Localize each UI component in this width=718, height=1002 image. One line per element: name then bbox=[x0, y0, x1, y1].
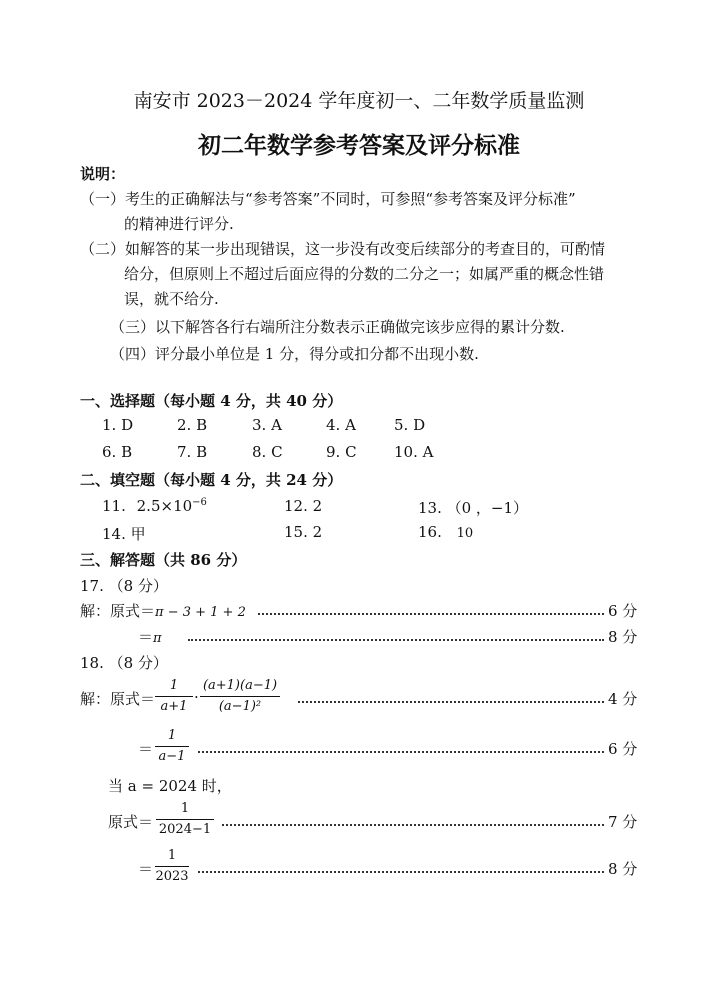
section-3-title: 三、解答题（共 86 分） bbox=[80, 551, 247, 569]
answer-8: 8. C bbox=[252, 443, 283, 461]
q18-fraction-2-denominator: (a−1)² bbox=[218, 699, 262, 714]
answer-14: 14. 甲 bbox=[102, 525, 146, 543]
answer-1: 1. D bbox=[102, 416, 134, 434]
note-2-line-2: 给分，但原则上不超过后面应得的分数的二分之一；如属严重的概念性错 bbox=[124, 265, 605, 283]
q18-leader-dots-2 bbox=[198, 751, 604, 753]
q18-fraction-1-bar bbox=[155, 696, 193, 697]
q18-multiply-dot: · bbox=[194, 688, 199, 706]
answer-10: 10. A bbox=[394, 443, 434, 461]
note-1-line-2: 的精神进行评分. bbox=[124, 215, 234, 233]
notes-label: 说明： bbox=[80, 165, 126, 183]
q18-fraction-3-numerator: 1 bbox=[167, 728, 177, 743]
q17-step-1 bbox=[80, 600, 246, 621]
q17-leader-dots-1 bbox=[258, 613, 604, 615]
q18-score-2: 6 分 bbox=[608, 740, 638, 758]
q18-fraction-2-bar bbox=[200, 696, 280, 697]
q18-fraction-4-denominator: 2024−1 bbox=[158, 822, 212, 837]
q18-step-4-prefix: ＝ bbox=[138, 860, 154, 878]
q18-fraction-3-bar bbox=[155, 746, 189, 747]
answer-15: 15. 2 bbox=[284, 523, 323, 541]
q17-heading: 17. （8 分） bbox=[80, 577, 168, 595]
q18-fraction-5-bar bbox=[155, 866, 189, 867]
note-3: （三）以下解答各行右端所注分数表示正确做完该步应得的累计分数. bbox=[110, 318, 565, 336]
answer-11-label: 11. bbox=[102, 497, 126, 515]
q18-step-1-prefix: 解：原式＝ bbox=[80, 690, 156, 708]
section-2-title: 二、填空题（每小题 4 分，共 24 分） bbox=[80, 471, 343, 489]
q18-fraction-4-bar bbox=[156, 819, 214, 820]
answer-13: 13. （0 ，−1） bbox=[418, 499, 529, 517]
note-1-line-1: （一）考生的正确解法与“参考答案”不同时，可参照“参考答案及评分标准” bbox=[80, 190, 576, 208]
q18-fraction-4-numerator: 1 bbox=[180, 801, 190, 816]
q18-score-3: 7 分 bbox=[608, 813, 638, 831]
q17-score-2: 8 分 bbox=[608, 628, 638, 646]
q18-step-2-prefix: ＝ bbox=[138, 740, 154, 758]
document-title: 南安市 2023－2024 学年度初一、二年数学质量监测 bbox=[133, 90, 585, 112]
q18-fraction-4 bbox=[156, 800, 214, 839]
q18-leader-dots-1 bbox=[298, 701, 604, 703]
note-2-line-1: （二）如解答的某一步出现错误，这一步没有改变后续部分的考查目的，可酌情 bbox=[80, 240, 606, 258]
q18-condition: 当 a = 2024 时， bbox=[108, 777, 232, 795]
q18-fraction-1-numerator: 1 bbox=[169, 678, 179, 693]
q18-fraction-3 bbox=[155, 727, 189, 766]
q18-fraction-2-numerator: (a+1)(a−1) bbox=[202, 678, 278, 693]
answer-11-base: 2.5×10 bbox=[136, 497, 193, 515]
answer-7: 7. B bbox=[177, 443, 208, 461]
answer-11 bbox=[102, 497, 207, 515]
q18-fraction-5-numerator: 1 bbox=[167, 848, 177, 863]
q17-step-2-expr: π bbox=[153, 631, 162, 646]
q17-step-2-prefix: ＝ bbox=[138, 628, 154, 646]
section-1-title: 一、选择题（每小题 4 分，共 40 分） bbox=[80, 392, 343, 410]
answer-16 bbox=[418, 523, 473, 541]
document-subtitle: 初二年数学参考答案及评分标准 bbox=[198, 132, 520, 159]
answer-3: 3. A bbox=[252, 416, 282, 434]
q17-score-1: 6 分 bbox=[608, 602, 638, 620]
q18-fraction-1 bbox=[155, 677, 193, 716]
answer-16-value: 10 bbox=[456, 526, 474, 541]
answer-5: 5. D bbox=[394, 416, 426, 434]
answer-16-label: 16. bbox=[418, 523, 442, 541]
answer-6: 6. B bbox=[102, 443, 133, 461]
q17-step-1-prefix: 解：原式＝ bbox=[80, 602, 156, 620]
q18-heading: 18. （8 分） bbox=[80, 654, 168, 672]
q18-fraction-2 bbox=[200, 677, 280, 716]
answer-12: 12. 2 bbox=[284, 497, 323, 515]
note-2-line-3: 误，就不给分. bbox=[124, 290, 219, 308]
q18-leader-dots-4 bbox=[198, 871, 604, 873]
answer-2: 2. B bbox=[177, 416, 208, 434]
note-4: （四）评分最小单位是 1 分，得分或扣分都不出现小数. bbox=[110, 345, 479, 363]
q17-step-2 bbox=[138, 626, 162, 647]
q18-score-4: 8 分 bbox=[608, 860, 638, 878]
q18-score-1: 4 分 bbox=[608, 690, 638, 708]
q18-fraction-5 bbox=[155, 847, 189, 886]
answer-11-exponent: −6 bbox=[192, 497, 207, 508]
q17-step-1-expr: π − 3 + 1 + 2 bbox=[155, 605, 246, 620]
answer-9: 9. C bbox=[326, 443, 357, 461]
q18-fraction-1-denominator: a+1 bbox=[160, 699, 188, 714]
q18-step-3-prefix: 原式＝ bbox=[108, 813, 154, 831]
q18-fraction-5-denominator: 2023 bbox=[155, 869, 189, 884]
q18-leader-dots-3 bbox=[222, 824, 604, 826]
q18-fraction-3-denominator: a−1 bbox=[158, 749, 186, 764]
answer-4: 4. A bbox=[326, 416, 356, 434]
q17-leader-dots-2 bbox=[188, 639, 604, 641]
